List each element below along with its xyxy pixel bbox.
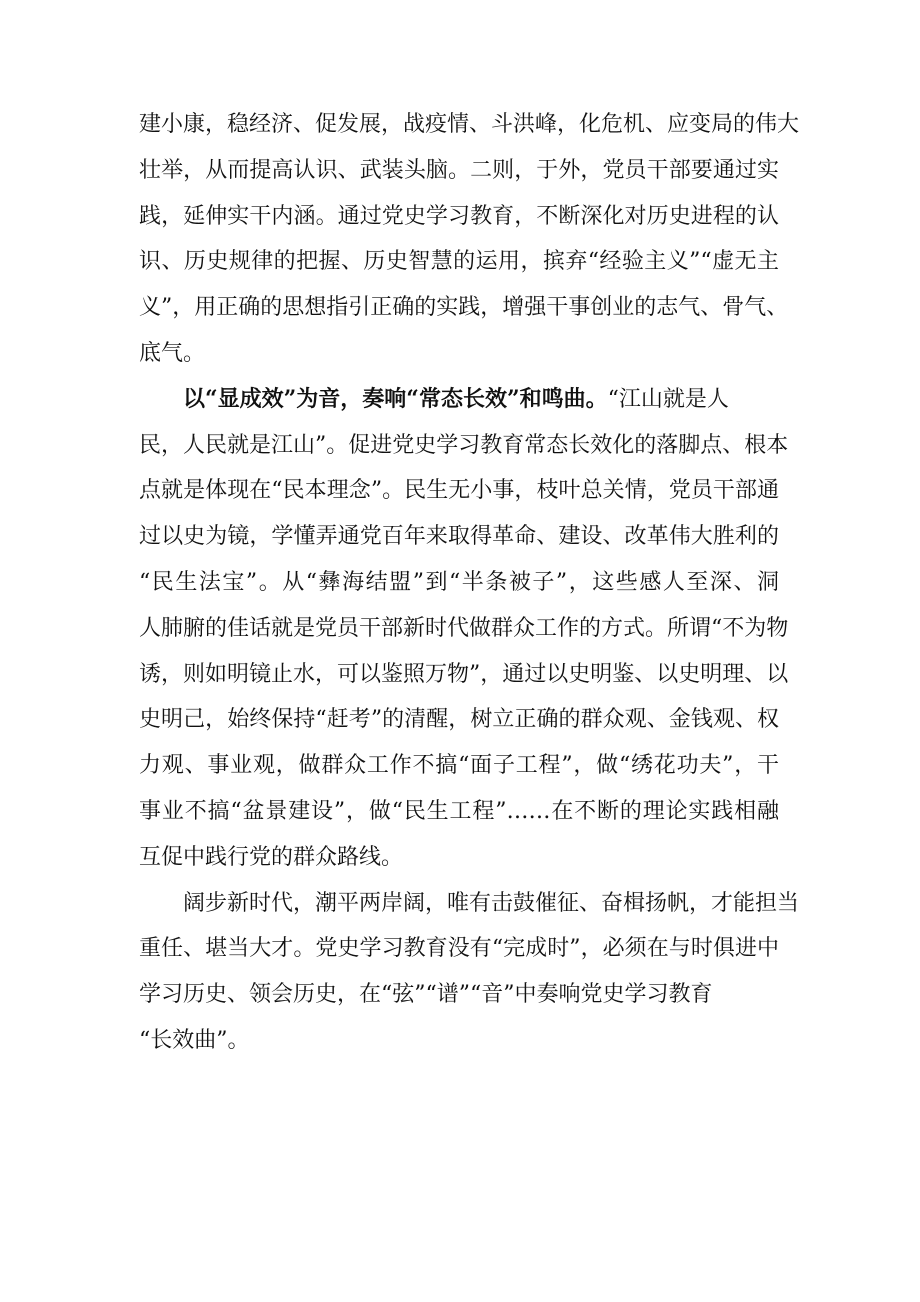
text-line: 践，延伸实干内涵。通过党史学习教育，不断深化对历史进程的认 xyxy=(139,203,779,229)
text-line: 民，人民就是江山”。促进党史学习教育常态长效化的落脚点、根本 xyxy=(139,432,789,458)
text-line: 识、历史规律的把握、历史智慧的运用，摈弃“经验主义”“虚无主 xyxy=(139,249,779,275)
paragraph-heading: 以“显成效”为音，奏响“常态长效”和鸣曲。 xyxy=(183,385,608,412)
text-line: “民生法宝”。从“彝海结盟”到“半条被子”，这些感人至深、洞 xyxy=(139,569,779,595)
paragraph-2 xyxy=(139,377,789,881)
text-line: 重任、堪当大才。党史学习教育没有“完成时”，必须在与时俱进中 xyxy=(139,936,779,962)
document-body xyxy=(139,102,800,1064)
text-line: “长效曲”。 xyxy=(139,1027,250,1053)
paragraph-1 xyxy=(139,102,800,377)
text-line: 事业不搞“盆景建设”，做“民生工程”……在不断的理论实践相融 xyxy=(139,798,779,824)
text-line: 点就是体现在“民本理念”。民生无小事，枝叶总关情，党员干部通 xyxy=(139,478,779,504)
text-line: 诱，则如明镜止水，可以鉴照万物”，通过以史明鉴、以史明理、以 xyxy=(139,661,789,687)
paragraph-3 xyxy=(139,881,800,1064)
paragraph-first-line: 阔步新时代，潮平两岸阔，唯有击鼓催征、奋楫扬帆，才能担当 xyxy=(183,890,800,916)
text-line: 底气。 xyxy=(139,340,206,366)
text-line: 人肺腑的佳话就是党员干部新时代做群众工作的方式。所谓“不为物 xyxy=(139,615,789,641)
text-line: 力观、事业观，做群众工作不搞“面子工程”，做“绣花功夫”，干 xyxy=(139,753,779,779)
paragraph-first-line xyxy=(139,377,779,423)
text-line: 建小康，稳经济、促发展，战疫情、斗洪峰，化危机、应变局的伟大 xyxy=(139,112,800,137)
text-line: 壮举，从而提高认识、武装头脑。二则，于外，党员干部要通过实 xyxy=(139,157,779,183)
text-line: 义”，用正确的思想指引正确的实践，增强干事创业的志气、骨气、 xyxy=(139,295,789,321)
text-line: 学习历史、领会历史，在“弦”“谱”“音”中奏响党史学习教育 xyxy=(139,982,713,1008)
text-line: 史明己，始终保持“赶考”的清醒，树立正确的群众观、金钱观、权 xyxy=(139,707,779,733)
text-line: 过以史为镜，学懂弄通党百年来取得革命、建设、改革伟大胜利的 xyxy=(139,524,779,550)
text-line: 互促中践行党的群众路线。 xyxy=(139,844,404,870)
text-span: “江山就是人 xyxy=(607,386,729,412)
